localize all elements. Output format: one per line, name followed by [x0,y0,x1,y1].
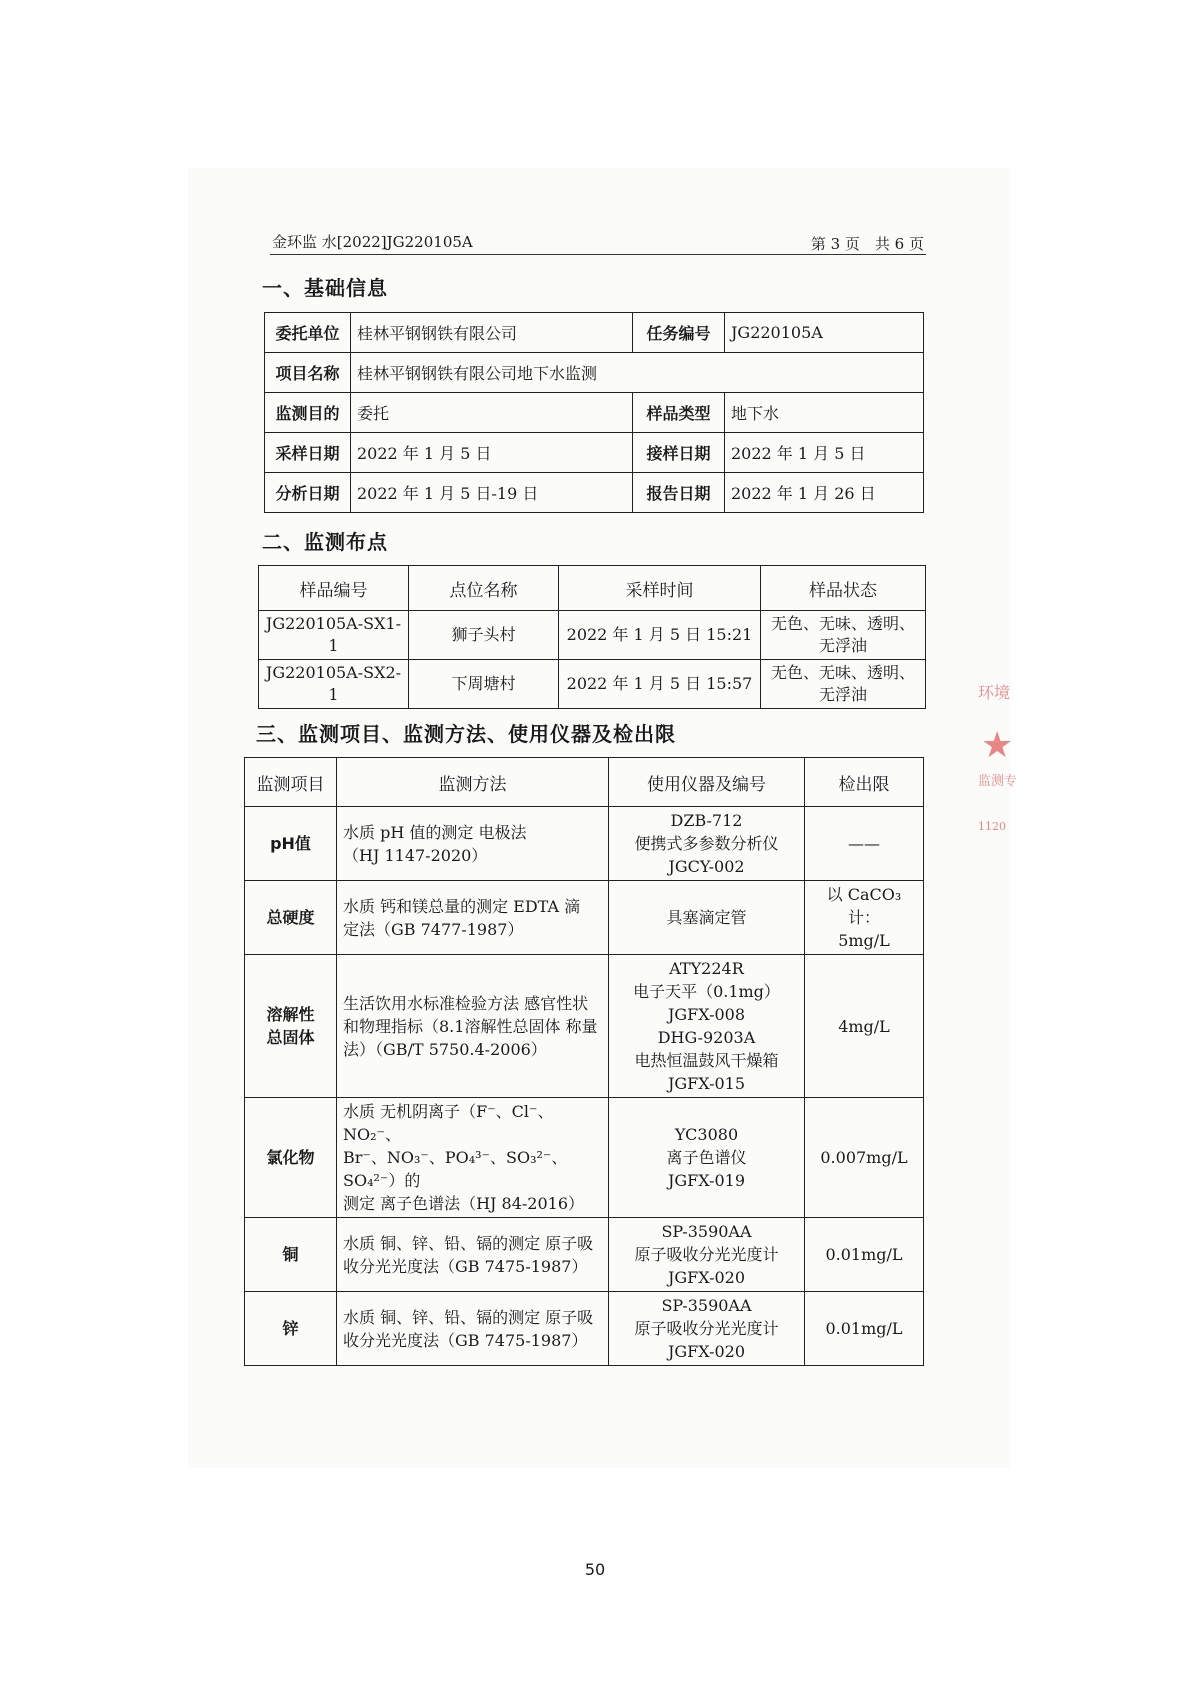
method-text-line: Br⁻、NO₃⁻、PO₄³⁻、SO₃²⁻、SO₄²⁻）的 [343,1148,568,1190]
basic-info-table [264,312,924,513]
detection-limit [805,1098,924,1218]
analysis-date-value: 2022 年 1 月 5 日-19 日 [351,473,633,513]
table-row [245,1098,924,1218]
method-text [337,955,609,1098]
point-name: 狮子头村 [409,611,559,660]
col-method: 监测方法 [337,758,609,807]
method-text [337,881,609,955]
table-row [245,1292,924,1366]
report-date-value: 2022 年 1 月 26 日 [725,473,924,513]
table-row [259,660,926,709]
instrument-text-line: SP-3590AA [661,1222,752,1241]
detection-limit-line: —— [848,834,880,853]
sample-state [761,611,926,660]
section-methods-title: 三、监测项目、监测方法、使用仪器及检出限 [256,722,676,746]
monitoring-item-line: 氯化物 [266,1148,315,1167]
sample-state-line: 无色、无味、透明、 [770,614,915,633]
instrument-text-line: 具塞滴定管 [666,908,747,927]
client-value: 桂林平钢钢铁有限公司 [351,313,633,353]
report-header [270,230,926,255]
method-text-line: 法）（GB/T 5750.4-2006） [343,1039,547,1059]
monitoring-item [245,1292,337,1366]
monitoring-item-line: 锌 [282,1319,299,1338]
sampling-date-label: 采样日期 [265,433,351,473]
col-item: 监测项目 [245,758,337,807]
seal-text-bottom: 1120 [978,820,1006,833]
table-row [245,1218,924,1292]
detection-limit [805,955,924,1098]
detection-limit-line: 5mg/L [838,931,890,950]
instrument-text-line: 电子天平（0.1mg） [633,982,780,1001]
sampling-time: 2022 年 1 月 5 日 15:57 [559,660,761,709]
monitoring-item [245,1098,337,1218]
section-basic-title: 一、基础信息 [262,276,388,300]
detection-limit-line: 4mg/L [838,1016,890,1036]
instrument-text [609,1218,805,1292]
page-number: 50 [584,1560,606,1579]
sampling-points-table [258,565,926,709]
seal-text-top: 环境 [978,683,1011,702]
sample-state-line: 无浮油 [818,685,867,704]
table-row [259,611,926,660]
method-text-line: 水质 铜、锌、铅、镉的测定 原子吸 [343,1233,594,1253]
detection-limit [805,1218,924,1292]
project-label: 项目名称 [265,353,351,393]
instrument-text-line: DZB-712 [670,811,743,830]
instrument-text-line: JGFX-020 [667,1268,746,1287]
page-info: 第 3 页 共 6 页 [810,235,924,253]
receive-date-label: 接样日期 [633,433,725,473]
method-text-line: 水质 钙和镁总量的测定 EDTA 滴 [343,896,581,916]
instrument-text [609,1098,805,1218]
sample-id: JG220105A-SX1-1 [259,611,409,660]
method-text-line: 水质 铜、锌、铅、镉的测定 原子吸 [343,1307,594,1327]
point-name: 下周塘村 [409,660,559,709]
analysis-date-label: 分析日期 [265,473,351,513]
method-text [337,1098,609,1218]
instrument-text [609,955,805,1098]
method-text-line: （HJ 1147-2020） [343,845,488,865]
sample-id: JG220105A-SX2-1 [259,660,409,709]
sample-type-label: 样品类型 [633,393,725,433]
project-value: 桂林平钢钢铁有限公司地下水监测 [351,353,924,393]
monitoring-item [245,955,337,1098]
monitoring-item [245,1218,337,1292]
method-text-line: 水质 pH 值的测定 电极法 [343,822,527,842]
col-sample-state: 样品状态 [761,566,926,611]
table-row [245,807,924,881]
instrument-text [609,1292,805,1366]
col-limit: 检出限 [805,758,924,807]
task-label: 任务编号 [633,313,725,353]
method-text-line: 定法（GB 7477-1987） [343,919,524,939]
detection-limit [805,881,924,955]
purpose-value: 委托 [351,393,633,433]
receive-date-value: 2022 年 1 月 5 日 [725,433,924,473]
col-point-name: 点位名称 [409,566,559,611]
instrument-text [609,881,805,955]
instrument-text-line: 离子色谱仪 [666,1148,747,1167]
table-row [245,955,924,1098]
sampling-date-value: 2022 年 1 月 5 日 [351,433,633,473]
task-value: JG220105A [725,313,924,353]
sample-type-value: 地下水 [725,393,924,433]
detection-limit [805,1292,924,1366]
instrument-text-line: JGFX-020 [667,1342,746,1361]
method-text [337,1218,609,1292]
sample-state [761,660,926,709]
detection-limit-line: 0.01mg/L [825,1319,903,1338]
instrument-text-line: DHG-9203A [657,1028,756,1047]
instrument-text-line: JGFX-015 [667,1074,746,1093]
report-date-label: 报告日期 [633,473,725,513]
section-layout-title: 二、监测布点 [262,530,388,554]
instrument-text-line: YC3080 [674,1125,739,1144]
instrument-text-line: SP-3590AA [661,1296,752,1315]
monitoring-item-line: 铜 [282,1245,299,1264]
table-row [245,881,924,955]
method-text [337,807,609,881]
sample-state-line: 无色、无味、透明、 [770,663,915,682]
method-text [337,1292,609,1366]
instrument-text-line: 原子吸收分光光度计 [634,1245,779,1264]
method-text-line: 收分光光度法（GB 7475-1987） [343,1330,588,1350]
seal-text-middle: 监测专 [978,774,1018,789]
sample-state-line: 无浮油 [818,636,867,655]
col-sampling-time: 采样时间 [559,566,761,611]
method-text-line: 水质 无机阴离子（F⁻、Cl⁻、NO₂⁻、 [343,1102,554,1144]
col-instrument: 使用仪器及编号 [609,758,805,807]
methods-table [244,757,924,1366]
instrument-text-line: 便携式多参数分析仪 [634,834,779,853]
monitoring-item-line: 溶解性 [266,1005,315,1024]
client-label: 委托单位 [265,313,351,353]
detection-limit-line: 0.007mg/L [820,1148,908,1167]
method-text-line: 和物理指标（8.1溶解性总固体 称量 [343,1016,598,1036]
official-seal [978,660,1018,840]
star-icon: ★ [981,725,1014,766]
instrument-text-line: 原子吸收分光光度计 [634,1319,779,1338]
method-text-line: 测定 离子色谱法（HJ 84-2016） [343,1194,585,1213]
detection-limit-line: 0.01mg/L [825,1245,903,1264]
detection-limit-line: 以 CaCO₃ 计： [826,885,902,927]
monitoring-item [245,881,337,955]
detection-limit [805,807,924,881]
instrument-text [609,807,805,881]
instrument-text-line: JGFX-008 [667,1005,746,1024]
monitoring-item-line: 总固体 [266,1028,315,1047]
instrument-text-line: ATY224R [669,959,744,978]
monitoring-item-line: 总硬度 [266,908,315,927]
instrument-text-line: JGCY-002 [668,857,745,876]
report-number: 金环监 水[2022]JG220105A [272,233,473,251]
monitoring-item [245,807,337,881]
method-text-line: 生活饮用水标准检验方法 感官性状 [343,993,589,1013]
sampling-time: 2022 年 1 月 5 日 15:21 [559,611,761,660]
col-sample-id: 样品编号 [259,566,409,611]
purpose-label: 监测目的 [265,393,351,433]
method-text-line: 收分光光度法（GB 7475-1987） [343,1256,588,1276]
monitoring-item-line: pH值 [270,834,311,853]
instrument-text-line: JGFX-019 [667,1171,746,1190]
instrument-text-line: 电热恒温鼓风干燥箱 [634,1051,779,1070]
